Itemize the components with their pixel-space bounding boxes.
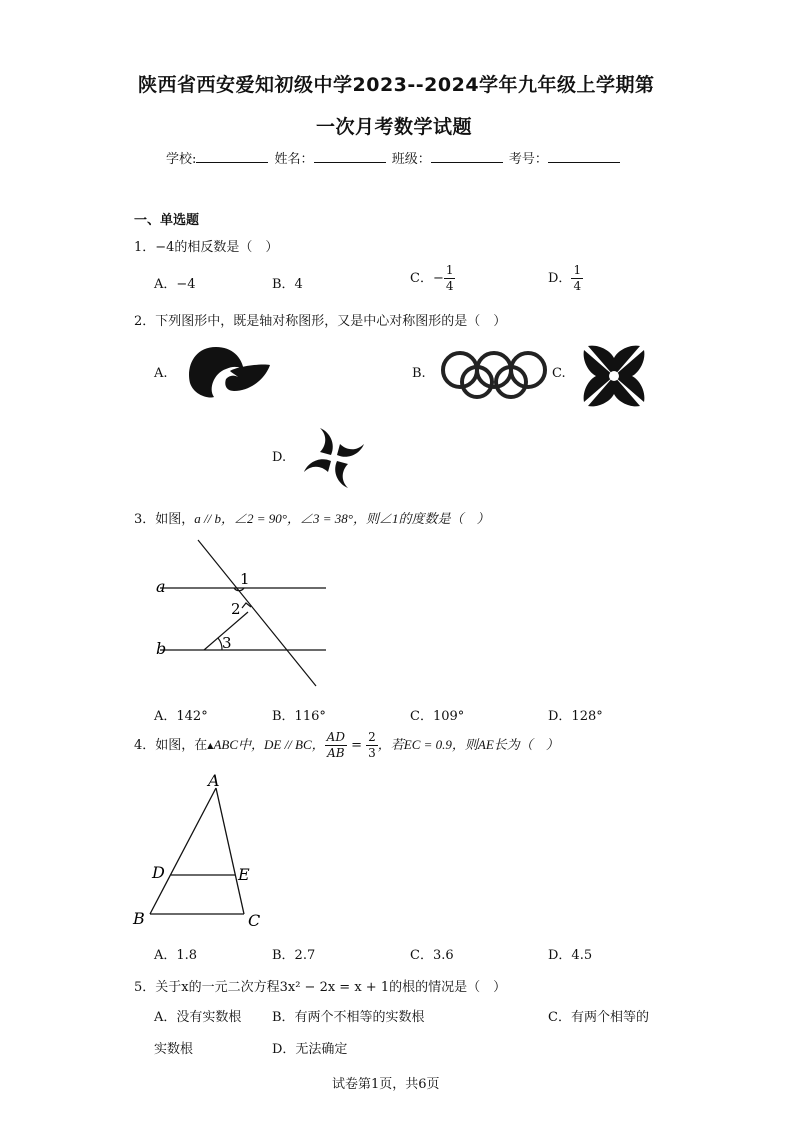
q4-stem-prefix: 4．如图，在: [134, 738, 208, 753]
q2-figure-c-clover-icon: [582, 344, 646, 408]
q5-option-a[interactable]: A．没有实数根: [154, 1010, 242, 1025]
q3-stem-condition: a // b，∠2 = 90°，∠3 = 38°，则∠1的度数是（ ）: [194, 511, 490, 526]
q1-stem: 1．−4的相反数是（ ）: [134, 240, 279, 255]
q3-stem: [134, 508, 489, 527]
q5-stem: 5．关于x的一元二次方程3x² − 2x = x + 1的根的情况是（ ）: [134, 980, 507, 995]
q1-option-c-label: C．−: [410, 271, 444, 286]
q4-stem-question: ，若EC = 0.9，则AE长为（ ）: [377, 737, 559, 752]
q5-option-b[interactable]: B．有两个不相等的实数根: [272, 1010, 425, 1025]
q5-option-d[interactable]: D．无法确定: [272, 1042, 348, 1057]
q3-label-angle2: 2: [231, 600, 241, 618]
q4-fraction-ad-ab: $\frac{AD}{AB}$: [326, 730, 345, 760]
q3-label-angle1: 1: [240, 570, 250, 588]
q3-label-angle3: 3: [222, 634, 232, 652]
q1-option-d-label: D．: [548, 271, 572, 286]
q4-option-c[interactable]: C．3.6: [410, 948, 454, 963]
q2-option-c-label[interactable]: C.: [552, 366, 566, 381]
q1-option-d-fraction: $\frac{1}{4}$: [573, 263, 582, 293]
q2-option-b-label[interactable]: B.: [412, 366, 426, 381]
q2-stem: 2．下列图形中，既是轴对称图形，又是中心对称图形的是（ ）: [134, 314, 507, 329]
q1-option-d[interactable]: [548, 263, 583, 294]
q4-label-E: E: [238, 865, 250, 884]
q4-fraction-2-3: $\frac{2}{3}$: [368, 730, 376, 760]
q4-stem: [134, 730, 559, 761]
q2-option-a-label[interactable]: A.: [154, 366, 168, 381]
triangle-icon: ▲: [207, 741, 214, 750]
student-info-line: [166, 148, 622, 167]
class-blank[interactable]: [431, 150, 503, 163]
q4-label-A: A: [208, 771, 220, 790]
q4-option-a[interactable]: A．1.8: [154, 948, 198, 963]
q3-stem-prefix: 3．如图，: [134, 512, 195, 527]
q1-option-c-fraction: $\frac{1}{4}$: [445, 263, 454, 293]
q3-option-a[interactable]: A．142°: [154, 709, 208, 724]
school-label: 学校:: [166, 152, 197, 167]
section-heading: 一、单选题: [134, 213, 200, 228]
q3-option-b[interactable]: B．116°: [272, 709, 326, 724]
q4-figure-triangle: [130, 772, 270, 930]
q1-option-c[interactable]: [410, 263, 455, 294]
q3-label-b: b: [156, 639, 167, 658]
q3-option-c[interactable]: C．109°: [410, 709, 465, 724]
name-blank[interactable]: [314, 150, 386, 163]
q4-stem-condition: ABC中，DE // BC，: [213, 737, 325, 752]
q1-option-b[interactable]: B．4: [272, 277, 303, 292]
q4-label-D: D: [152, 863, 165, 882]
q4-option-d[interactable]: D．4.5: [548, 948, 593, 963]
q2-figure-b-rings-icon: [440, 350, 550, 398]
page-footer: 试卷第1页，共6页: [332, 1077, 440, 1092]
q2-figure-a-crescent-icon: [186, 345, 271, 400]
number-blank[interactable]: [548, 150, 620, 163]
q4-label-C: C: [248, 911, 261, 930]
number-label: 考号：: [508, 152, 548, 167]
school-blank[interactable]: [196, 150, 268, 163]
q2-figure-d-pinwheel-icon: [300, 426, 370, 492]
q5-option-c[interactable]: C．有两个相等的: [548, 1010, 649, 1025]
exam-title-line2: 一次月考数学试题: [316, 116, 473, 138]
q5-option-c-continued: 实数根: [154, 1042, 194, 1057]
q3-option-d[interactable]: D．128°: [548, 709, 603, 724]
q2-option-d-label[interactable]: D.: [272, 450, 287, 465]
class-label: 班级：: [391, 152, 431, 167]
q1-option-a[interactable]: A．−4: [154, 277, 196, 292]
q3-label-a: a: [156, 577, 166, 596]
q3-figure-parallel-lines: [150, 540, 340, 690]
q4-option-b[interactable]: B．2.7: [272, 948, 316, 963]
exam-title-line1: 陕西省西安爱知初级中学2023--2024学年九年级上学期第: [138, 74, 655, 96]
q4-label-B: B: [133, 909, 145, 928]
q4-equals: =: [351, 738, 362, 753]
name-label: 姓名：: [274, 152, 314, 167]
